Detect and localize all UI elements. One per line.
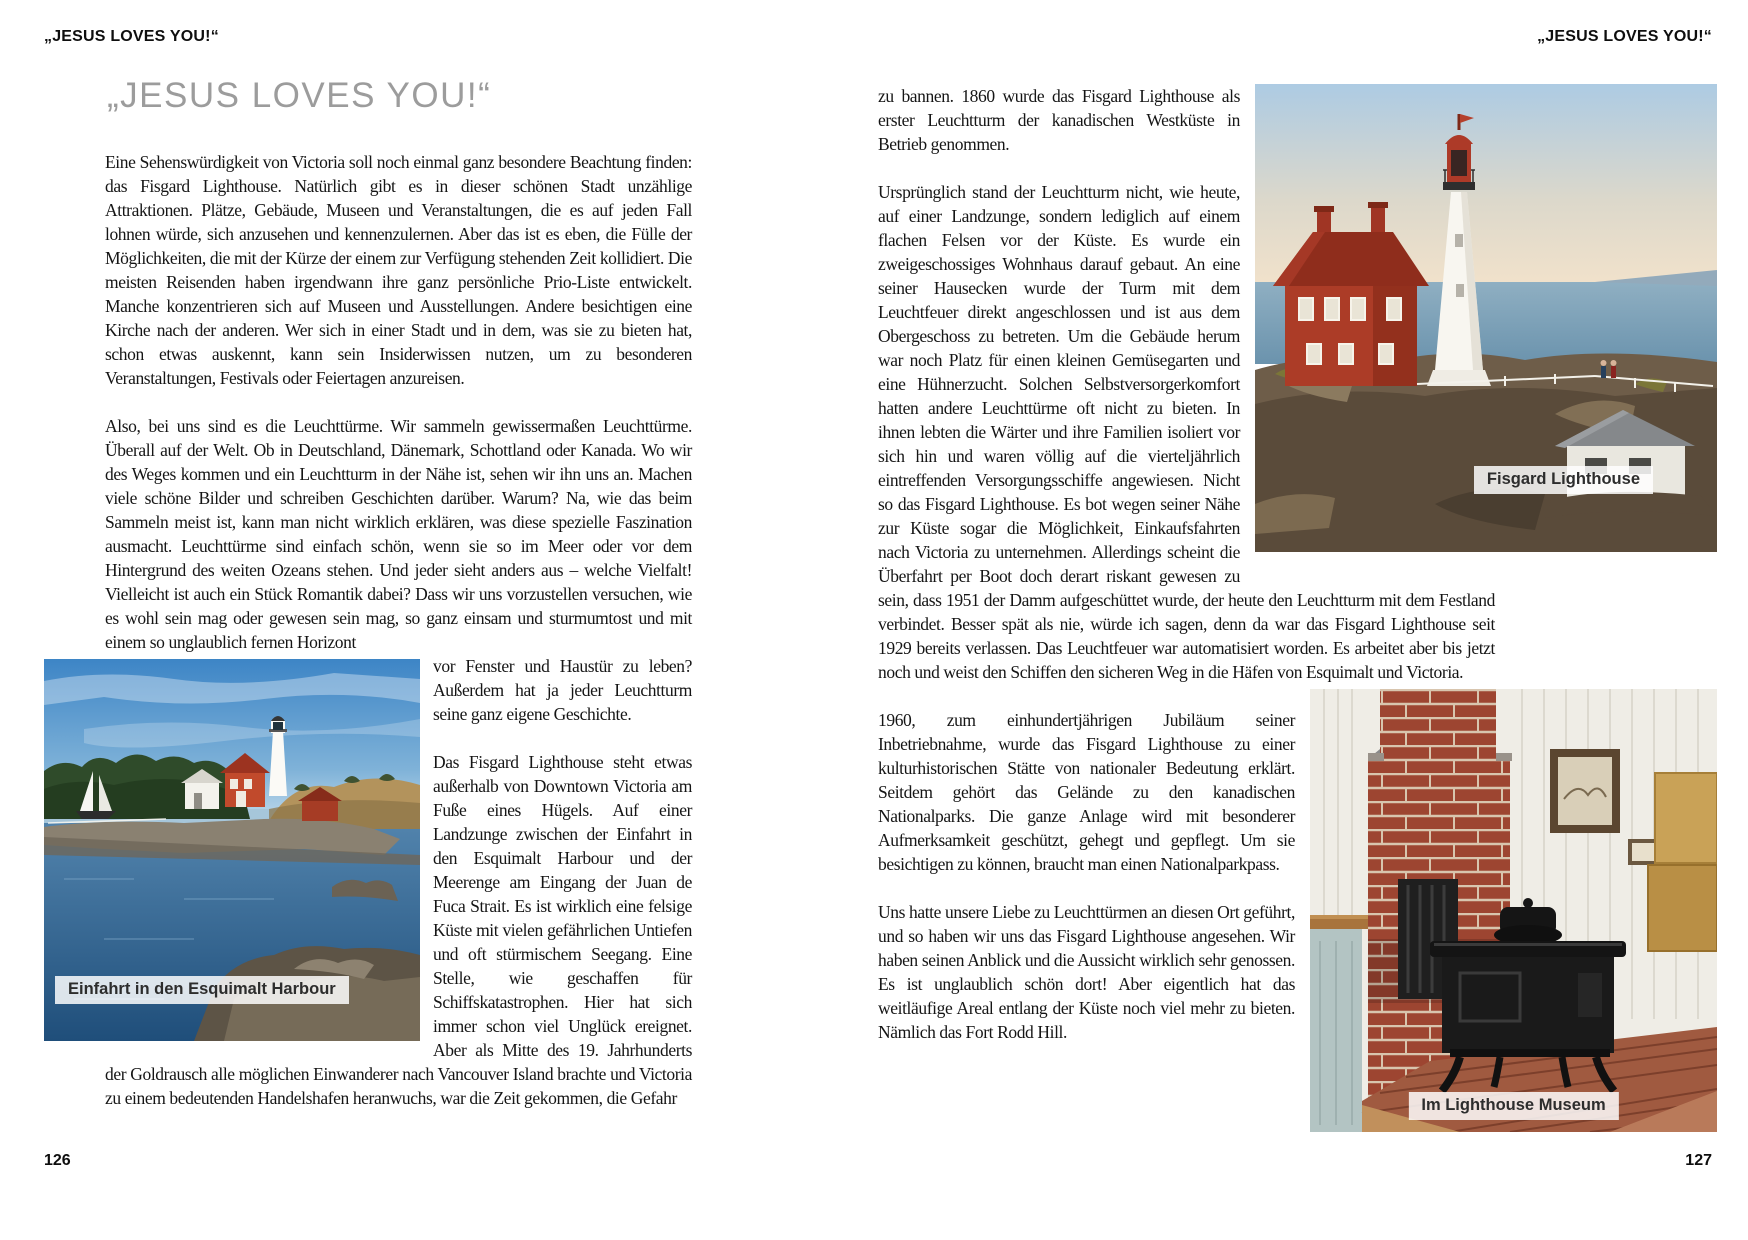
left-wrap-block — [68, 654, 692, 1110]
running-head-right: „JESUS LOVES YOU!“ — [1537, 28, 1712, 45]
right-paragraph-2: Ursprünglich stand der Leuchtturm nicht, wie heute, auf einer Landzunge, sondern lediglich auf einem flachen Felsen vor der Küste. Es wurde ein zweigeschossiges Wohnhaus darauf gebaut. An eine seiner Hausecken wurde der Turm mit dem Leuchtfeuer direkt angeschlossen und ist aus dem Obergeschoss zu betreten. Um die Gebäude herum war noch Platz für einen kleinen Gemüsegarten und eine Hühnerzucht. Solchen Selbstversorgerkomfort hatten andere Leuchttürme oft nicht zu bieten. In ihnen lebten die Wärter und ihre Familien isoliert vor sich hin und waren völlig auf die vierteljährlich eintreffenden Versorgungsschiffe angewiesen. Nicht so das Fisgard Lighthouse. Es bot wegen seiner Nähe zur Küste sogar die Möglichkeit, Einkaufsfahrten nach Victoria zu unternehmen. Allerdings scheint die Überfahrt per Boot doch derart riskant gewesen zu sein, dass 1951 der Damm aufgeschüttet wurde, der heute den Leuchtturm mit dem Festland verbindet. Besser spät als nie, würde ich sagen, denn da war das Fisgard Lighthouse seit 1929 bereits verlassen. Das Leuchtfeuer war automatisiert worden. Es arbeitet aber bis jetzt noch und weist den Schiffen den sicheren Weg in die Häfen von Esquimalt und Victoria. — [878, 182, 1495, 682]
chapter-title: „JESUS LOVES YOU!“ — [107, 76, 492, 115]
right-paragraph-4: Uns hatte unsere Liebe zu Leuchttürmen an diesen Ort geführt, und so haben wir uns das Fisgard Lighthouse angesehen. Wir haben seinen Anblick und die Aussicht wirklich sehr genossen. Es ist unglaublich schön dort! Aber eigentlich hat das weitläufige Areal entlang der Küste noch viel mehr zu bieten. Nämlich das Fort Rodd Hill. — [878, 902, 1295, 1042]
left-page-column — [68, 76, 692, 1110]
left-paragraph-2b: vor Fenster und Haustür zu leben? Außerdem hat ja jeder Leuchtturm seine ganz eigene Geschichte. — [433, 656, 692, 724]
page-number-left: 126 — [44, 1152, 71, 1169]
caption-lighthouse-museum: Im Lighthouse Museum — [1408, 1092, 1618, 1120]
left-paragraph-1: Eine Sehenswürdigkeit von Victoria soll noch einmal ganz besondere Beachtung finden: das Fisgard Lighthouse. Natürlich gibt es in dieser schönen Stadt unzählige Attraktionen. Plätze, Gebäude, Museen und Veranstaltungen, die es auf jeden Fall lohnen würde, sich anzusehen und kennenzulernen. Aber das ist es eben, die Fülle der Möglichkeiten, die mit der Kürze der einem zur Verfügung stehenden Zeit kollidiert. Die meisten Reisenden haben irgendwann ihre ganz persönliche Prio-Liste entwickelt. Manche konzentrieren sich auf Museen und Ausstellungen. Andere besichtigen eine Kirche nach der anderen. Wer sich in einer Stadt und in dem, was sie zu bieten hat, schon etwas auskennt, kann sein Insiderwissen nutzen, um zu besonderen Veranstaltungen, Festivals oder Feiertagen anzureisen. — [105, 152, 692, 388]
right-page-column — [878, 84, 1640, 1142]
left-paragraph-2a: Also, bei uns sind es die Leuchttürme. Wir sammeln gewissermaßen Leuchttürme. Überall auf der Welt. Ob in Deutschland, Dänemark, Schottland oder Kanada. Wo wir des Weges kommen und ein Leuchtturm in der Nähe ist, sehen wir ihn uns an. Machen viele schöne Bilder und schreiben Geschichten darüber. Warum? Na, wie das beim Sammeln meist ist, kann man nicht wirklich erklären, was diese spezielle Faszination ausmacht. Leuchttürme sind einfach schön, wenn sie so im Meer oder vor dem Hintergrund des weiten Ozeans stehen. Und jeder sieht anders aus – welche Vielfalt! Vielleicht ist auch ein Stück Romantik dabei? Dass wir uns vorzustellen versuchen, wie es wohl sein mag oder gewesen sein mag, so ganz einsam und sturmumtost und mit einem so unglaublich fernen Horizont — [105, 416, 692, 652]
running-head-left: „JESUS LOVES YOU!“ — [44, 28, 219, 45]
left-paragraph-3: Das Fisgard Lighthouse steht etwas außerhalb von Downtown Victoria am Fuße eines Hügels. Auf einer Landzunge zwischen der Einfahrt in den Esquimalt Harbour und der Meerenge am Eingang der Juan de Fuca Strait. Es ist wirklich eine felsige Küste mit vielen gefährlichen Untiefen und oft stürmischem Seegang. Eine Stelle, wie geschaffen für Schiffskatastrophen. Hier hat sich immer schon viel Unglück ereignet. Aber als Mitte des 19. Jahrhunderts der Goldrausch alle möglichen Einwanderer nach Vancouver Island brachte und Victoria zu einem bedeutenden Handelshafen heranwuchs, war die Zeit gekommen, die Gefahr — [105, 752, 692, 1108]
photo-esquimalt-harbour — [44, 659, 420, 1041]
lighthouse-museum-illustration — [1310, 689, 1717, 1132]
page-number-right: 127 — [1685, 1152, 1712, 1169]
caption-esquimalt: Einfahrt in den Esquimalt Harbour — [55, 976, 349, 1004]
right-paragraph-3: 1960, zum einhundertjährigen Jubiläum seiner Inbetriebnahme, wurde das Fisgard Lighthouse zu einer kulturhistorischen Stätte von nationaler Bedeutung erklärt. Seitdem gehört das Gelände zu den kanadischen Nationalparks. Die ganze Anlage wird mit besonderer Aufmerksamkeit geschützt, gehegt und gepflegt. Um sie besichtigen zu können, braucht man einen Nationalparkpass. — [878, 710, 1295, 874]
caption-fisgard-lighthouse: Fisgard Lighthouse — [1474, 466, 1653, 494]
photo-fisgard-lighthouse — [1255, 84, 1717, 552]
photo-lighthouse-museum — [1310, 689, 1717, 1132]
right-paragraph-1: zu bannen. 1860 wurde das Fisgard Lighthouse als erster Leuchtturm der kanadischen Westküste in Betrieb genommen. — [878, 86, 1240, 154]
